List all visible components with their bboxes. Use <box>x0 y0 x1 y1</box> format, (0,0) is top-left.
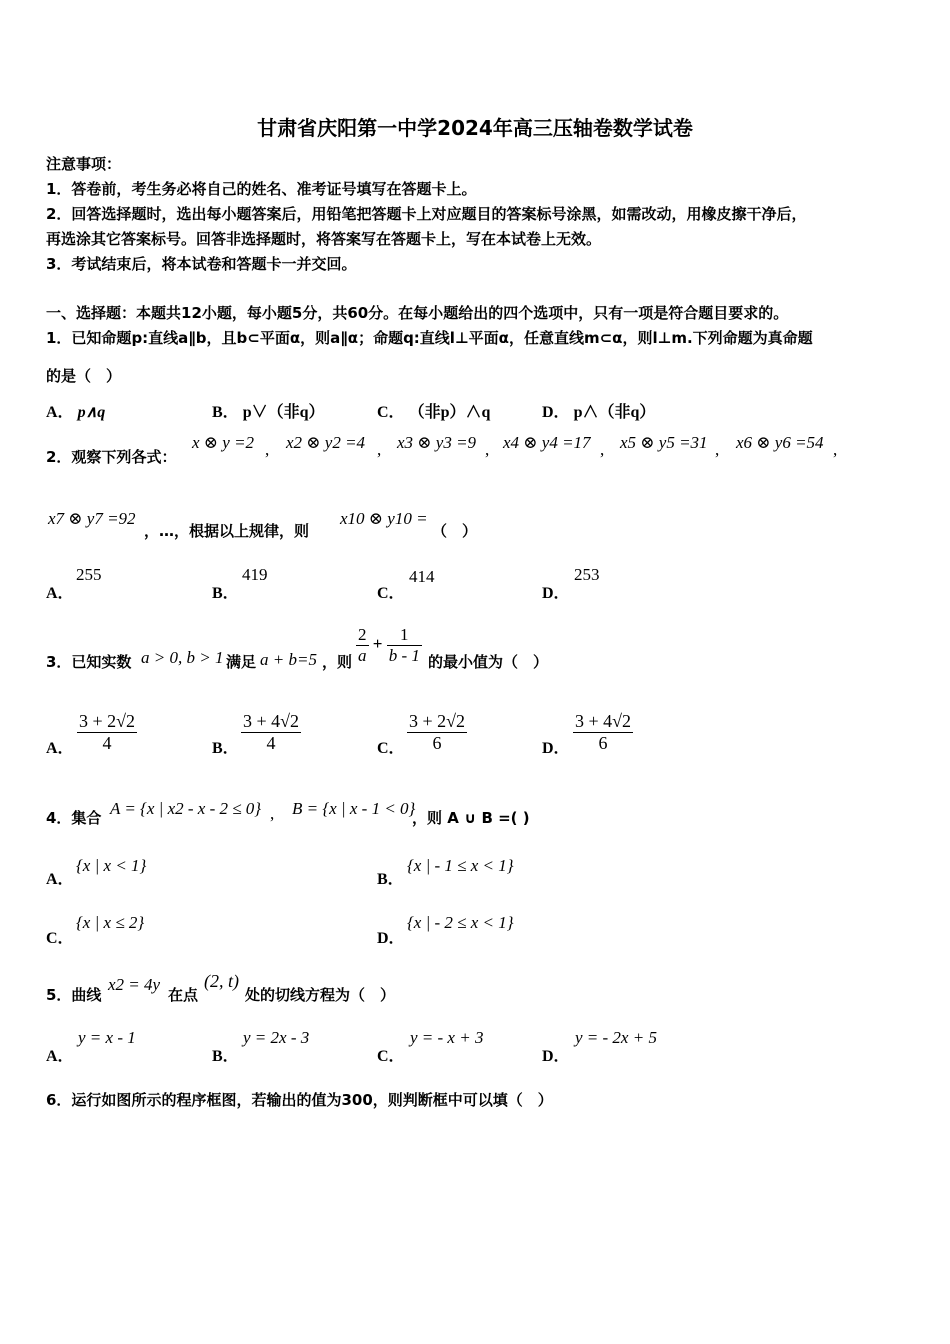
q2-tail: ，…，根据以上规律，则 <box>144 522 310 540</box>
q2-option-b-value: 419 <box>242 565 268 584</box>
q5-option-c-value: y = - x + 3 <box>410 1028 484 1047</box>
q1-option-a[interactable]: A． p∧q <box>46 404 106 421</box>
q4-set-a: A = {x | x2 - x - 2 ≤ 0} <box>110 799 262 818</box>
question-1-stem: 1．已知命题p:直线a∥b，且b⊂平面α，则a∥α；命题q:直线l⊥平面α，任意直线m⊂α，则l⊥m.下列命题为真命题 <box>46 329 813 347</box>
q3-condition: a > 0, b > 1 <box>141 648 224 667</box>
q2-expr-5: x5 ⊗ y5 =31 <box>620 433 708 452</box>
q4-option-d[interactable]: D． <box>377 930 405 947</box>
q2-expr-2: x2 ⊗ y2 =4 <box>286 433 366 452</box>
q4-option-c[interactable]: C． <box>46 930 74 947</box>
notice-item: 3．考试结束后，将本试卷和答题卡一并交回。 <box>46 255 357 273</box>
q1-option-c[interactable]: C． （非p）∧q <box>377 404 491 421</box>
question-5-stem: 5．曲线 <box>46 986 102 1004</box>
q5-curve: x2 = 4y <box>108 975 161 994</box>
q2-option-d-value: 253 <box>574 565 600 584</box>
q2-expr-7: x7 ⊗ y7 =92 <box>48 509 136 528</box>
q2-expr-1: x ⊗ y =2 <box>192 433 255 452</box>
q3-option-a[interactable]: A． <box>46 740 74 757</box>
q4-option-a[interactable]: A． <box>46 871 74 888</box>
q5-ask: 处的切线方程为（ ） <box>245 986 396 1004</box>
q3-option-b-value: $\frac{3 + 4√2}{4}$ <box>243 711 300 753</box>
q2-option-c[interactable]: C． <box>377 585 405 602</box>
q3-option-d-value: $\frac{3 + 4√2}{6}$ <box>575 711 632 753</box>
q1-option-d[interactable]: D． p∧（非q） <box>542 404 656 421</box>
q3-ask: 的最小值为（ ） <box>428 653 549 671</box>
q3-option-c[interactable]: C． <box>377 740 405 757</box>
question-3-stem: 3．已知实数 <box>46 653 132 671</box>
q2-paren: （ ） <box>432 522 478 540</box>
q5-point: (2, t) <box>204 971 239 991</box>
q5-option-a[interactable]: A． <box>46 1048 74 1065</box>
q3-option-a-value: $\frac{3 + 2√2}{4}$ <box>79 711 136 753</box>
q1-option-b[interactable]: B． p∨（非q） <box>212 404 325 421</box>
q5-option-a-value: y = x - 1 <box>78 1028 136 1047</box>
q3-expression: $\frac{2}{a}$ + $\frac{1}{b - 1}$ <box>358 625 420 665</box>
q5-option-b-value: y = 2x - 3 <box>243 1028 310 1047</box>
q4-option-b[interactable]: B． <box>377 871 404 888</box>
q2-option-a-value: 255 <box>76 565 102 584</box>
q2-option-a[interactable]: A． <box>46 585 74 602</box>
notice-item: 1．答卷前，考生务必将自己的姓名、准考证号填写在答题卡上。 <box>46 180 477 198</box>
question-2-stem: 2．观察下列各式： <box>46 448 177 466</box>
q2-expr-6: x6 ⊗ y6 =54 <box>736 433 824 452</box>
q4-option-a-value: {x | x < 1} <box>76 856 147 875</box>
q2-option-c-value: 414 <box>409 567 435 586</box>
q3-equation: a + b=5 <box>260 650 317 669</box>
q4-option-b-value: {x | - 1 ≤ x < 1} <box>407 856 514 875</box>
q4-ask: ，则 A ∪ B =( ) <box>412 809 530 827</box>
notice-item: 再选涂其它答案标号。回答非选择题时，将答案写在答题卡上，写在本试卷上无效。 <box>46 230 602 248</box>
section-heading: 一、选择题：本题共12小题，每小题5分，共60分。在每小题给出的四个选项中，只有一项是符合题目要求的。 <box>46 304 789 322</box>
q2-expr-3: x3 ⊗ y3 =9 <box>397 433 477 452</box>
q3-mid: 满足 <box>226 653 257 671</box>
q3-option-d[interactable]: D． <box>542 740 570 757</box>
page-title: 甘肃省庆阳第一中学2024年高三压轴卷数学试卷 <box>257 116 693 140</box>
q2-ask: x10 ⊗ y10 = <box>340 509 428 528</box>
q5-at: 在点 <box>168 986 199 1004</box>
q2-option-b[interactable]: B． <box>212 585 239 602</box>
q2-expr-4: x4 ⊗ y4 =17 <box>503 433 591 452</box>
q4-option-d-value: {x | - 2 ≤ x < 1} <box>407 913 514 932</box>
q4-set-b: B = {x | x - 1 < 0} <box>292 799 416 818</box>
q2-option-d[interactable]: D． <box>542 585 570 602</box>
q3-option-c-value: $\frac{3 + 2√2}{6}$ <box>409 711 466 753</box>
question-4-stem: 4．集合 <box>46 809 102 827</box>
q5-option-d-value: y = - 2x + 5 <box>575 1028 657 1047</box>
q5-option-b[interactable]: B． <box>212 1048 239 1065</box>
question-6-stem: 6．运行如图所示的程序框图，若输出的值为300，则判断框中可以填（ ） <box>46 1091 553 1109</box>
q5-option-d[interactable]: D． <box>542 1048 570 1065</box>
q4-option-c-value: {x | x ≤ 2} <box>76 913 145 932</box>
q5-option-c[interactable]: C． <box>377 1048 405 1065</box>
q3-option-b[interactable]: B． <box>212 740 239 757</box>
question-1-stem-cont: 的是（ ） <box>46 367 122 385</box>
notice-item: 2．回答选择题时，选出每小题答案后，用铅笔把答题卡上对应题目的答案标号涂黑，如需改动，用橡皮擦干净后， <box>46 205 807 223</box>
q3-then: ，则 <box>322 653 353 671</box>
notice-heading: 注意事项： <box>46 155 122 173</box>
